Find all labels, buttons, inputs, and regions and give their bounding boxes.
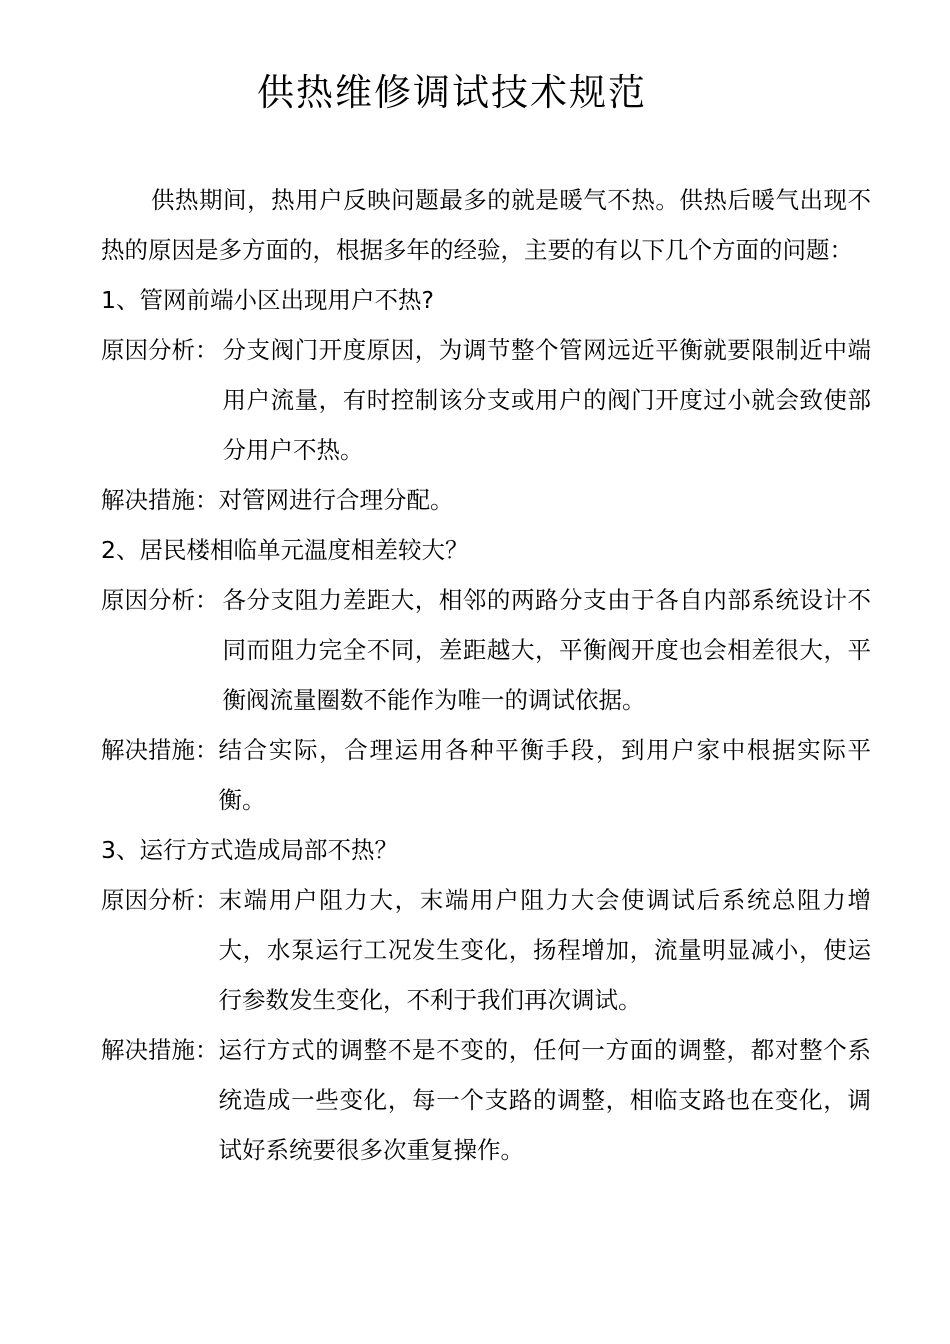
document-title: 供热维修调试技术规范: [257, 71, 647, 114]
document-body: [101, 175, 871, 1175]
section-3-heading: 3、运行方式造成局部不热？: [101, 836, 398, 864]
section-3-cause-label: 原因分析：: [101, 886, 219, 914]
section-1-cause-text: 分支阀门开度原因，为调节整个管网远近平衡就要限制近中端用户流量，有时控制该分支或用户的阀门开度过小就会致使部分用户不热。: [222, 336, 871, 464]
section-1-measure-text: 对管网进行合理分配。: [218, 486, 454, 514]
section-2-heading: 2、居民楼相临单元温度相差较大？: [101, 536, 469, 564]
section-3-cause: [101, 875, 871, 1025]
section-2-cause-text: 各分支阻力差距大，相邻的两路分支由于各自内部系统设计不同而阻力完全不同，差距越大，平衡阀开度也会相差很大，平衡阀流量圈数不能作为唯一的调试依据。: [222, 586, 871, 714]
intro-paragraph: 供热期间，热用户反映问题最多的就是暖气不热。供热后暖气出现不热的原因是多方面的，根据多年的经验，主要的有以下几个方面的问题：: [101, 186, 871, 264]
section-2-measure-text: 结合实际，合理运用各种平衡手段，到用户家中根据实际平衡。: [218, 736, 871, 814]
section-1-cause-label: 原因分析：: [101, 336, 219, 364]
section-3-cause-text: 末端用户阻力大，末端用户阻力大会使调试后系统总阻力增大，水泵运行工况发生变化，扬程增加，流量明显减小，使运行参数发生变化，不利于我们再次调试。: [218, 886, 871, 1014]
section-1-cause: [101, 325, 871, 475]
section-1-measure: [101, 475, 871, 525]
section-1-measure-label: 解决措施：: [101, 486, 219, 514]
section-2-cause-label: 原因分析：: [101, 586, 219, 614]
section-3-measure-text: 运行方式的调整不是不变的，任何一方面的调整，都对整个系统造成一些变化，每一个支路的调整，相临支路也在变化，调试好系统要很多次重复操作。: [218, 1036, 871, 1164]
section-3-measure: [101, 1025, 871, 1175]
section-2-measure: [101, 725, 871, 825]
section-1-heading: 1、管网前端小区出现用户不热?: [101, 286, 434, 314]
section-3-measure-label: 解决措施：: [101, 1036, 219, 1064]
section-2-cause: [101, 575, 871, 725]
section-2-measure-label: 解决措施：: [101, 736, 219, 764]
